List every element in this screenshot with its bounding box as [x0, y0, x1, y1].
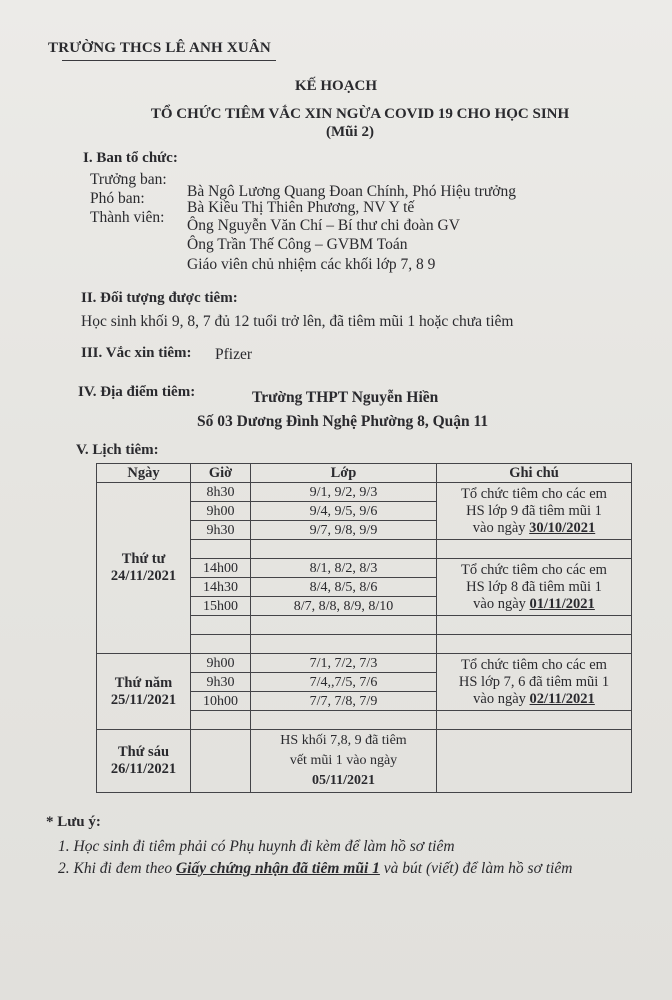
note-line: [441, 520, 627, 537]
empty-cell: [251, 711, 437, 730]
note-item-2: [58, 860, 572, 878]
person-member-2: Ông Trần Thế Công – GVBM Toán: [187, 236, 408, 253]
note-line: HS lớp 8 đã tiêm mũi 1: [466, 578, 602, 595]
empty-cell: [437, 540, 632, 559]
day-name: Thứ năm: [114, 674, 173, 691]
schedule-table: [96, 463, 632, 793]
role-head: Trưởng ban:: [90, 171, 167, 188]
class-cell: 8/7, 8/8, 8/9, 8/10: [251, 597, 437, 616]
person-head: Bà Ngô Lương Quang Đoan Chính, Phó Hiệu trưởng: [187, 183, 516, 200]
empty-cell: [437, 635, 632, 654]
empty-cell: [191, 540, 251, 559]
empty-cell: [251, 540, 437, 559]
class-cell: 7/4,,7/5, 7/6: [251, 673, 437, 692]
empty-cell: [251, 635, 437, 654]
person-member-3: Giáo viên chủ nhiệm các khối lớp 7, 8 9: [187, 256, 436, 273]
header-day: Ngày: [97, 464, 191, 483]
day-name: Thứ tư: [121, 551, 166, 567]
time-cell: 14h00: [191, 559, 251, 578]
time-cell: 15h00: [191, 597, 251, 616]
class-cell: 9/4, 9/5, 9/6: [251, 502, 437, 521]
class-cell: 8/4, 8/5, 8/6: [251, 578, 437, 597]
note-date: 02/11/2021: [529, 690, 595, 707]
table-row: [97, 730, 632, 793]
person-deputy: Bà Kiều Thị Thiên Phương, NV Y tế: [187, 199, 415, 216]
day-date: 24/11/2021: [110, 568, 177, 584]
note-item-1: 1. Học sinh đi tiêm phải có Phụ huynh đi kèm để làm hồ sơ tiêm: [58, 838, 455, 855]
note-line: [441, 691, 627, 708]
time-cell: 9h30: [191, 673, 251, 692]
note-line: Tổ chức tiêm cho các em: [461, 561, 607, 578]
note-cell: [437, 559, 632, 616]
note-text: vào ngày: [473, 690, 526, 707]
note-text: vào ngày: [472, 519, 526, 536]
day-name: Thứ sáu: [117, 744, 170, 760]
note-date: 01/11/2021: [529, 595, 595, 612]
empty-cell: [191, 635, 251, 654]
venue-address: Số 03 Dương Đình Nghệ Phường 8, Quận 11: [197, 413, 489, 430]
empty-cell: [437, 730, 632, 793]
time-cell: 14h30: [191, 578, 251, 597]
note-cell: [437, 654, 632, 711]
note-line: [441, 596, 627, 613]
class-cell: 7/7, 7/8, 7/9: [251, 692, 437, 711]
time-cell: 9h00: [191, 654, 251, 673]
note-cell: [437, 483, 632, 540]
section-1-heading: I. Ban tổ chức:: [83, 150, 178, 166]
school-name: TRƯỜNG THCS LÊ ANH XUÂN: [48, 40, 271, 56]
empty-cell: [251, 616, 437, 635]
empty-cell: [191, 711, 251, 730]
section-3-heading: III. Vắc xin tiêm:: [81, 345, 192, 361]
day-thursday: [97, 654, 191, 730]
role-deputy: Phó ban:: [90, 190, 145, 207]
time-cell: 10h00: [191, 692, 251, 711]
time-cell: 9h00: [191, 502, 251, 521]
venue-name: Trường THPT Nguyễn Hiền: [252, 389, 439, 406]
section-5-heading: V. Lịch tiêm:: [76, 442, 159, 458]
person-member-1: Ông Nguyễn Văn Chí – Bí thư chi đoàn GV: [187, 217, 460, 234]
target-text: Học sinh khối 9, 8, 7 đủ 12 tuổi trở lên, đã tiêm mũi 1 hoặc chưa tiêm: [81, 313, 514, 330]
header-time: Giờ: [191, 464, 251, 483]
note-item-2-prefix: 2. Khi đi đem theo: [58, 860, 173, 877]
table-row: [97, 483, 632, 502]
time-cell: 8h30: [191, 483, 251, 502]
friday-line: vết mũi 1 vào ngày: [289, 753, 398, 768]
friday-class-cell: [251, 730, 437, 793]
day-date: 25/11/2021: [110, 691, 177, 708]
empty-cell: [191, 730, 251, 793]
note-line: HS lớp 7, 6 đã tiêm mũi 1: [458, 673, 610, 690]
section-2-heading: II. Đối tượng được tiêm:: [81, 290, 238, 306]
note-text: vào ngày: [473, 595, 526, 612]
note-item-2-suffix: và bút (viết) để làm hồ sơ tiêm: [383, 860, 573, 877]
friday-date: 05/11/2021: [311, 773, 375, 788]
day-date: 26/11/2021: [110, 761, 177, 777]
role-member: Thành viên:: [90, 209, 165, 226]
day-wednesday: [97, 483, 191, 654]
doc-type: KẾ HOẠCH: [294, 78, 378, 94]
note-date: 30/10/2021: [529, 519, 596, 536]
class-cell: 7/1, 7/2, 7/3: [251, 654, 437, 673]
note-line: HS lớp 9 đã tiêm mũi 1: [466, 502, 602, 519]
table-row: [97, 654, 632, 673]
class-cell: 8/1, 8/2, 8/3: [251, 559, 437, 578]
time-cell: 9h30: [191, 521, 251, 540]
empty-cell: [437, 711, 632, 730]
day-friday: [97, 730, 191, 793]
class-cell: 9/1, 9/2, 9/3: [251, 483, 437, 502]
note-item-2-certificate: Giấy chứng nhận đã tiêm mũi 1: [175, 860, 380, 877]
empty-cell: [191, 616, 251, 635]
doc-title: TỔ CHỨC TIÊM VẮC XIN NGỪA COVID 19 CHO HỌC SINH: [150, 106, 570, 122]
note-line: Tổ chức tiêm cho các em: [461, 485, 607, 502]
table-header-row: [97, 464, 632, 483]
vaccine-name: Pfizer: [215, 346, 253, 363]
header-class: Lớp: [251, 464, 437, 483]
note-line: Tổ chức tiêm cho các em: [461, 656, 607, 673]
notes-heading: * Lưu ý:: [46, 814, 101, 830]
header-note: Ghi chú: [437, 464, 632, 483]
empty-cell: [437, 616, 632, 635]
class-cell: 9/7, 9/8, 9/9: [251, 521, 437, 540]
school-underline: [62, 60, 276, 61]
dose-label: (Mũi 2): [326, 124, 374, 140]
friday-line: HS khối 7,8, 9 đã tiêm: [280, 733, 407, 748]
section-4-heading: IV. Địa điểm tiêm:: [78, 384, 196, 400]
